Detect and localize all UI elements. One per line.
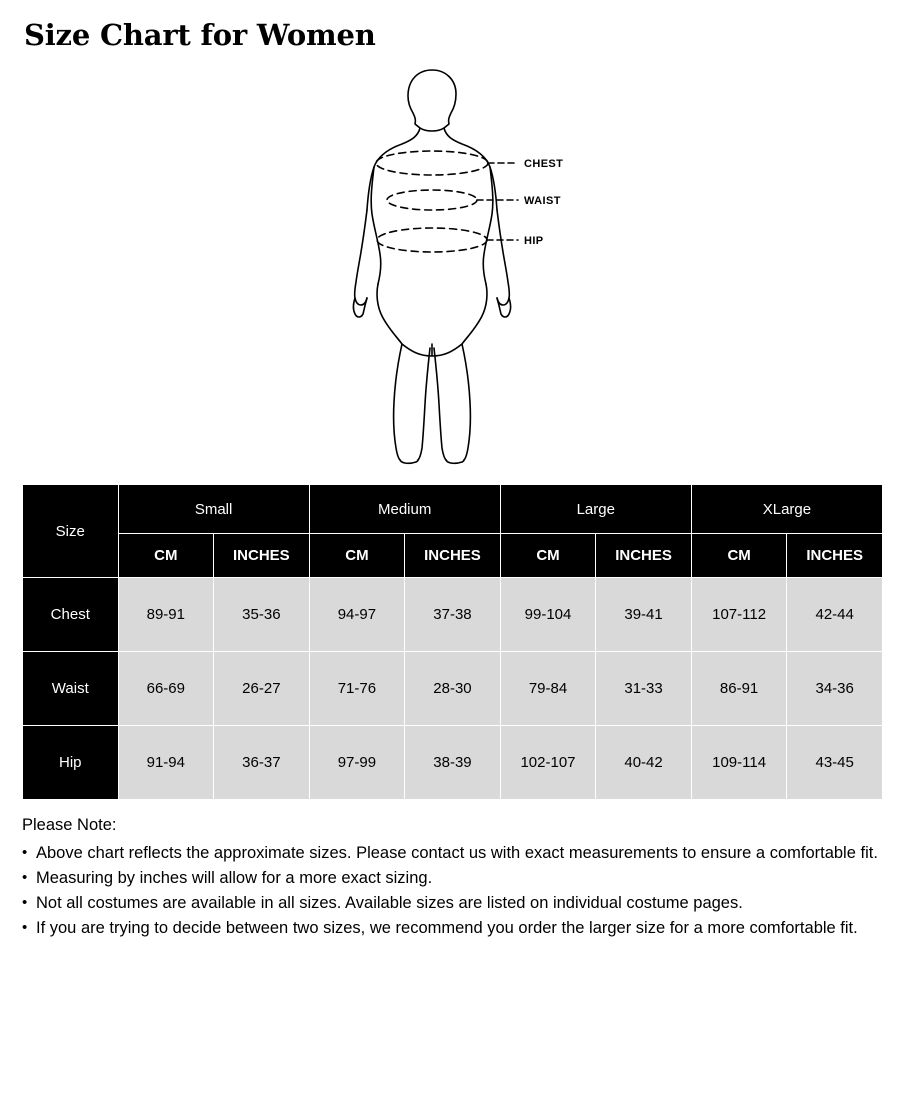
note-text-2: Measuring by inches will allow for a more exact sizing. <box>36 868 433 887</box>
hip-small-cm: 91-94 <box>118 726 214 800</box>
table-row <box>23 726 883 800</box>
note-bullet-icon: • <box>22 893 28 911</box>
page-title: Size Chart for Women <box>24 18 376 52</box>
row-label-hip: Hip <box>23 726 119 800</box>
size-table <box>22 484 883 800</box>
size-corner-cell: Size <box>23 485 119 578</box>
size-chart-page <box>0 18 905 1098</box>
female-body-diagram <box>322 60 642 470</box>
notes-heading: Please Note: <box>22 816 117 834</box>
note-bullet-icon: • <box>22 868 28 886</box>
row-label-waist: Waist <box>23 652 119 726</box>
table-row <box>23 578 883 652</box>
unit-header-1: INCHES <box>214 534 310 578</box>
waist-medium-inches: 28-30 <box>405 652 501 726</box>
waist-xlarge-cm: 86-91 <box>691 652 787 726</box>
chest-medium-cm: 94-97 <box>309 578 405 652</box>
chest-xlarge-cm: 107-112 <box>691 578 787 652</box>
unit-header-3: INCHES <box>405 534 501 578</box>
size-group-small: Small <box>118 485 309 534</box>
unit-header-7: INCHES <box>787 534 883 578</box>
notes-section <box>22 814 883 941</box>
note-text-1: Above chart reflects the approximate sizes. Please contact us with exact measurements to ensure a comfortable fit. <box>36 843 878 862</box>
body-figure <box>22 60 883 480</box>
chest-medium-inches: 37-38 <box>405 578 501 652</box>
size-group-xlarge: XLarge <box>691 485 882 534</box>
chest-xlarge-inches: 42-44 <box>787 578 883 652</box>
hip-medium-cm: 97-99 <box>309 726 405 800</box>
waist-large-inches: 31-33 <box>596 652 692 726</box>
unit-header-5: INCHES <box>596 534 692 578</box>
waist-medium-cm: 71-76 <box>309 652 405 726</box>
chest-large-inches: 39-41 <box>596 578 692 652</box>
unit-header-6: CM <box>691 534 787 578</box>
table-row <box>23 652 883 726</box>
size-group-large: Large <box>500 485 691 534</box>
note-item <box>22 917 883 941</box>
hip-large-cm: 102-107 <box>500 726 596 800</box>
hip-label: HIP <box>524 235 544 247</box>
chest-large-cm: 99-104 <box>500 578 596 652</box>
chest-small-inches: 35-36 <box>214 578 310 652</box>
note-text-4: If you are trying to decide between two sizes, we recommend you order the larger size for a more comfortable fit. <box>36 918 858 937</box>
note-bullet-icon: • <box>22 843 28 861</box>
note-item <box>22 842 883 866</box>
chest-label: CHEST <box>524 158 564 170</box>
hip-xlarge-inches: 43-45 <box>787 726 883 800</box>
note-bullet-icon: • <box>22 918 28 936</box>
note-item <box>22 867 883 891</box>
table-header-row-units <box>23 534 883 578</box>
unit-header-2: CM <box>309 534 405 578</box>
hip-small-inches: 36-37 <box>214 726 310 800</box>
note-text-3: Not all costumes are available in all sizes. Available sizes are listed on individual costume pages. <box>36 893 743 912</box>
row-label-chest: Chest <box>23 578 119 652</box>
waist-small-inches: 26-27 <box>214 652 310 726</box>
waist-small-cm: 66-69 <box>118 652 214 726</box>
unit-header-0: CM <box>118 534 214 578</box>
hip-medium-inches: 38-39 <box>405 726 501 800</box>
hip-large-inches: 40-42 <box>596 726 692 800</box>
chest-small-cm: 89-91 <box>118 578 214 652</box>
size-group-medium: Medium <box>309 485 500 534</box>
waist-large-cm: 79-84 <box>500 652 596 726</box>
waist-xlarge-inches: 34-36 <box>787 652 883 726</box>
hip-xlarge-cm: 109-114 <box>691 726 787 800</box>
waist-label: WAIST <box>524 195 561 207</box>
unit-header-4: CM <box>500 534 596 578</box>
note-item <box>22 892 883 916</box>
table-header-row-sizes <box>23 485 883 534</box>
